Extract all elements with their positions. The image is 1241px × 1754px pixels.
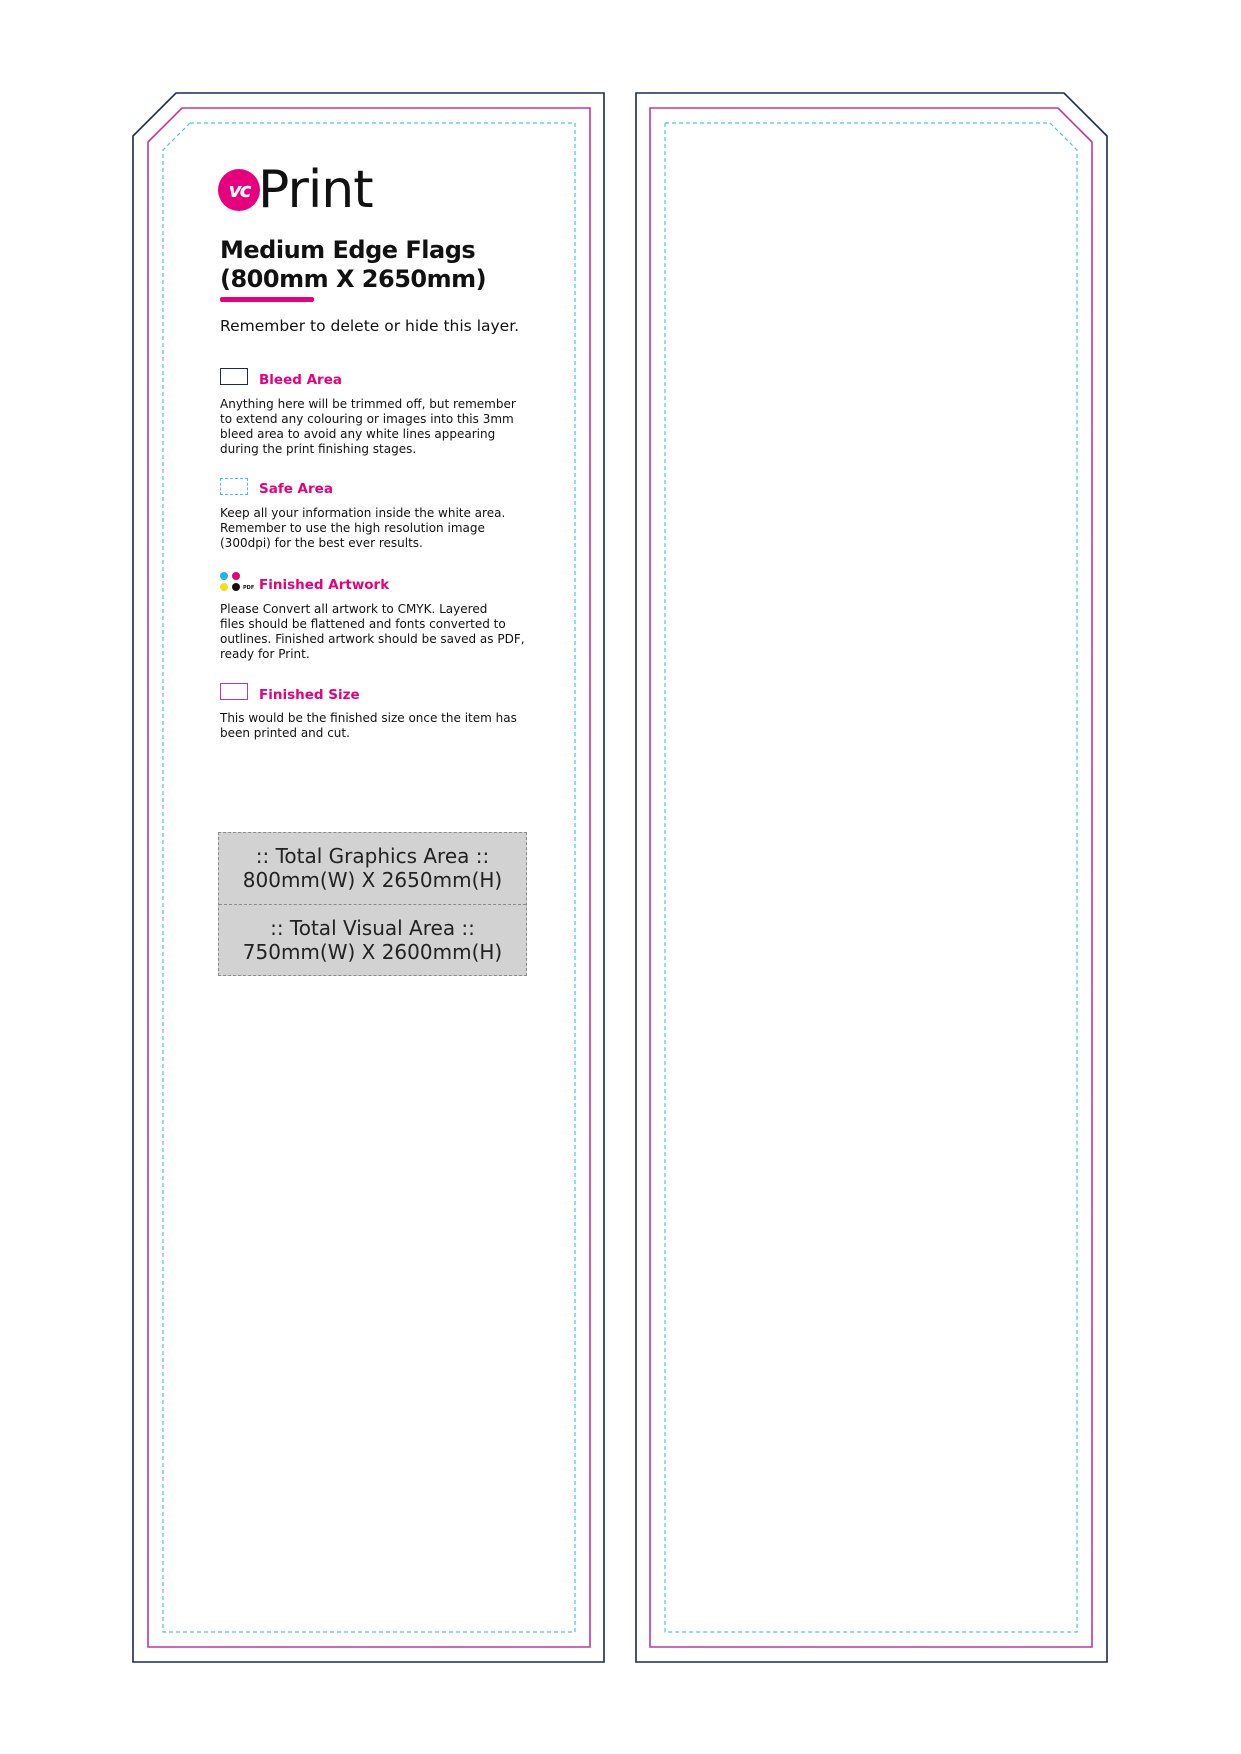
bleed-desc-line: Anything here will be trimmed off, but remember	[220, 397, 516, 411]
bleed-area-swatch	[220, 368, 248, 385]
finished-artwork-label: Finished Artwork	[259, 577, 390, 593]
safe-desc-line: Remember to use the high resolution image	[220, 521, 485, 535]
finished-desc-line: been printed and cut.	[220, 726, 350, 740]
safe-desc-line: Keep all your information inside the white area.	[220, 506, 506, 520]
artwork-desc-line: outlines. Finished artwork should be saved as PDF,	[220, 632, 525, 646]
visual-area-title: :: Total Visual Area ::	[270, 916, 475, 940]
logo-wordmark: Print	[258, 160, 373, 220]
safe-desc-line: (300dpi) for the best ever results.	[220, 536, 423, 550]
graphics-area-title: :: Total Graphics Area ::	[255, 844, 490, 868]
total-graphics-area	[219, 833, 526, 904]
page-title	[220, 236, 580, 294]
title-underline	[220, 297, 314, 302]
finished-size-description	[220, 711, 540, 741]
reminder-text: Remember to delete or hide this layer.	[220, 317, 520, 335]
vcprint-logo	[218, 160, 373, 220]
bleed-area-description	[220, 397, 540, 457]
finished-artwork-description	[220, 602, 540, 662]
right-flag-panel	[636, 93, 1107, 1662]
safe-area-description	[220, 506, 540, 551]
artwork-desc-line: Please Convert all artwork to CMYK. Layered	[220, 602, 488, 616]
finished-size-swatch	[220, 683, 248, 700]
area-dimensions-table	[218, 832, 527, 976]
cmyk-pdf-icon	[220, 572, 256, 594]
safe-area-line-right	[665, 123, 1077, 1632]
bleed-desc-line: during the print finishing stages.	[220, 442, 417, 456]
pdf-tag: PDF	[243, 585, 255, 591]
title-line-2: (800mm X 2650mm)	[220, 265, 487, 293]
bleed-line-right	[636, 93, 1107, 1662]
bleed-desc-line: bleed area to avoid any white lines appearing	[220, 427, 496, 441]
visual-area-size: 750mm(W) X 2600mm(H)	[242, 940, 503, 964]
artwork-desc-line: files should be flattened and fonts converted to	[220, 617, 506, 631]
finished-size-line-right	[650, 108, 1092, 1647]
finished-desc-line: This would be the finished size once the item has	[220, 711, 517, 725]
graphics-area-size: 800mm(W) X 2650mm(H)	[242, 868, 503, 892]
title-line-1: Medium Edge Flags	[220, 236, 476, 264]
logo-badge: vc	[218, 169, 260, 211]
total-visual-area	[219, 904, 526, 975]
artwork-desc-line: ready for Print.	[220, 647, 310, 661]
safe-area-swatch	[220, 478, 248, 495]
safe-area-label: Safe Area	[259, 481, 333, 497]
bleed-area-label: Bleed Area	[259, 372, 342, 388]
finished-size-label: Finished Size	[259, 687, 360, 703]
bleed-desc-line: to extend any colouring or images into this 3mm	[220, 412, 514, 426]
